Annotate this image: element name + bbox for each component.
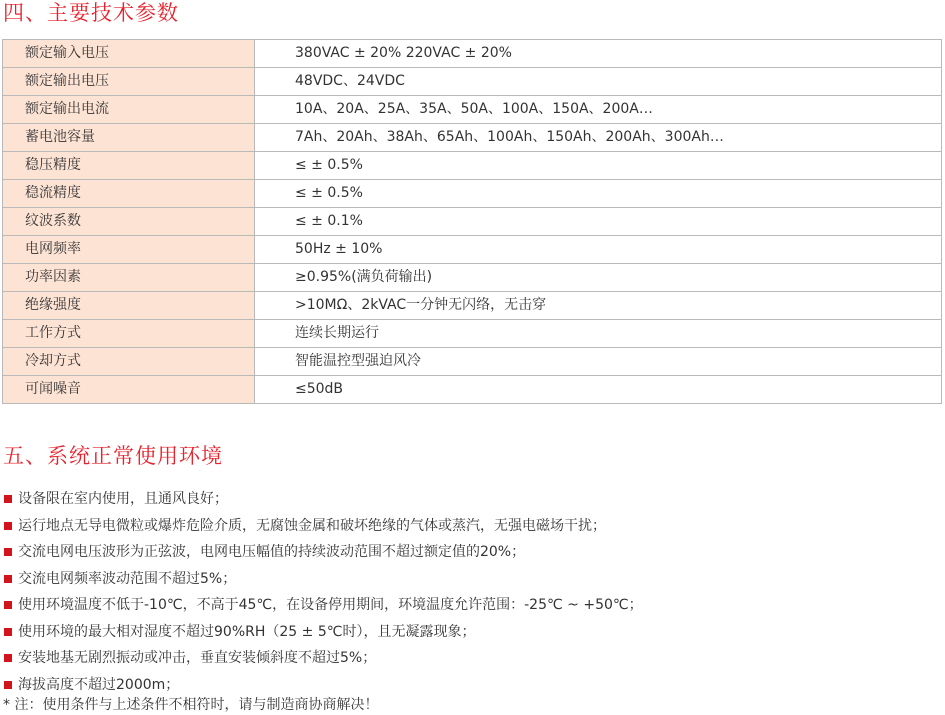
spec-value: 48VDC、24VDC [255, 68, 942, 96]
red-square-bullet-icon [4, 654, 12, 662]
spec-value: ≥0.95%(满负荷输出) [255, 264, 942, 292]
spec-value: 7Ah、20Ah、38Ah、65Ah、100Ah、150Ah、200Ah、300Ah… [255, 124, 942, 152]
spec-row [3, 180, 942, 208]
spec-key: 蓄电池容量 [3, 124, 255, 152]
list-item-text: 使用环境的最大相对湿度不超过90%RH（25 ± 5℃时），且无凝露现象； [18, 623, 476, 640]
spec-key: 冷却方式 [3, 348, 255, 376]
list-item-text: 设备限在室内使用，且通风良好； [18, 491, 228, 507]
list-item [4, 513, 940, 540]
spec-row [3, 68, 942, 96]
spec-row [3, 376, 942, 404]
list-item [4, 566, 940, 593]
spec-table [2, 39, 942, 404]
red-square-bullet-icon [4, 495, 12, 503]
list-item-text: 交流电网电压波形为正弦波，电网电压幅值的持续波动范围不超过额定值的20%； [18, 544, 526, 560]
spec-row [3, 152, 942, 180]
spec-key: 电网频率 [3, 236, 255, 264]
list-item-text: 安装地基无剧烈振动或冲击，垂直安装倾斜度不超过5%； [18, 650, 377, 666]
spec-value: 50Hz ± 10% [255, 236, 942, 264]
spec-key: 额定输出电压 [3, 68, 255, 96]
red-square-bullet-icon [4, 575, 12, 583]
spec-value: >10MΩ、2kVAC一分钟无闪络，无击穿 [255, 292, 942, 320]
spec-key: 稳压精度 [3, 152, 255, 180]
spec-value: 连续长期运行 [255, 320, 942, 348]
spec-row [3, 348, 942, 376]
environment-list [4, 486, 940, 698]
list-item [4, 619, 940, 646]
list-item [4, 645, 940, 672]
spec-row [3, 208, 942, 236]
section-4-title: 四、主要技术参数 [3, 1, 179, 25]
spec-key: 纹波系数 [3, 208, 255, 236]
spec-key: 额定输出电流 [3, 96, 255, 124]
list-item-text: 运行地点无导电微粒或爆炸危险介质，无腐蚀金属和破坏绝缘的气体或蒸汽，无强电磁场干扰； [18, 517, 606, 534]
spec-key: 功率因素 [3, 264, 255, 292]
spec-row [3, 96, 942, 124]
footnote: * 注：使用条件与上述条件不相符时，请与制造商协商解决！ [3, 697, 379, 713]
spec-value: ≤ ± 0.1% [255, 208, 942, 236]
list-item-text: 海拔高度不超过2000m； [18, 676, 180, 693]
spec-row [3, 320, 942, 348]
red-square-bullet-icon [4, 601, 12, 609]
spec-value: 380VAC ± 20% 220VAC ± 20% [255, 40, 942, 68]
list-item-text: 使用环境温度不低于-10℃，不高于45℃，在设备停用期间，环境温度允许范围：-25℃ ~ +50℃； [18, 597, 643, 613]
spec-row [3, 264, 942, 292]
list-item-text: 交流电网频率波动范围不超过5%； [18, 570, 237, 587]
spec-key: 稳流精度 [3, 180, 255, 208]
spec-key: 额定输入电压 [3, 40, 255, 68]
spec-key: 可闻噪音 [3, 376, 255, 404]
red-square-bullet-icon [4, 628, 12, 636]
spec-row [3, 40, 942, 68]
red-square-bullet-icon [4, 548, 12, 556]
spec-key: 工作方式 [3, 320, 255, 348]
spec-value: ≤ ± 0.5% [255, 180, 942, 208]
spec-row [3, 292, 942, 320]
list-item [4, 486, 940, 513]
spec-value: ≤50dB [255, 376, 942, 404]
spec-row [3, 124, 942, 152]
list-item [4, 592, 940, 619]
red-square-bullet-icon [4, 681, 12, 689]
spec-value: 10A、20A、25A、35A、50A、100A、150A、200A… [255, 96, 942, 124]
spec-key: 绝缘强度 [3, 292, 255, 320]
spec-row [3, 236, 942, 264]
section-5-title: 五、系统正常使用环境 [3, 444, 223, 468]
red-square-bullet-icon [4, 522, 12, 530]
list-item [4, 539, 940, 566]
spec-value: 智能温控型强迫风冷 [255, 348, 942, 376]
spec-value: ≤ ± 0.5% [255, 152, 942, 180]
